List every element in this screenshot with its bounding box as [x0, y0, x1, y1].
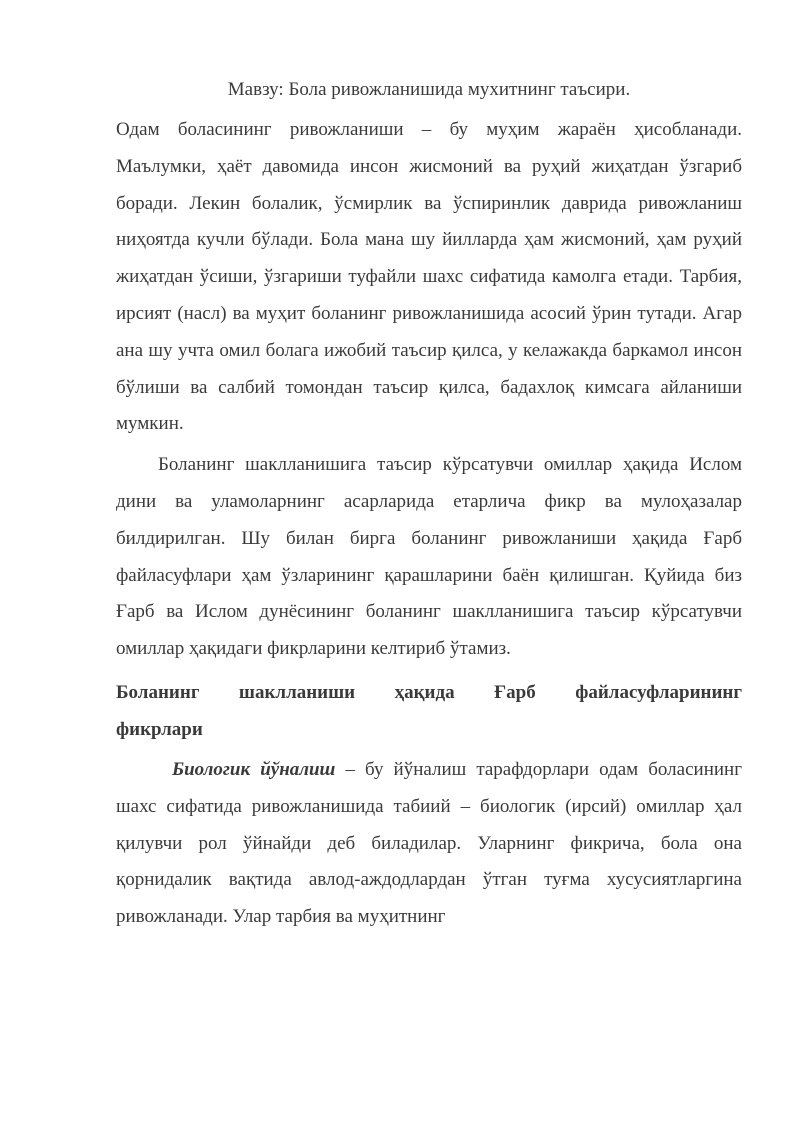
- biological-term: Биологик йўналиш: [172, 758, 336, 780]
- paragraph-biological: [116, 752, 742, 936]
- section-heading-line2: фикрлари: [116, 718, 203, 740]
- document-title: Мавзу: Бола ривожланишида мухитнинг таъсири.: [227, 79, 631, 100]
- paragraph-intro: Одам боласининг ривожланиши – бу муҳим жараён ҳисобланади. Маълумки, ҳаёт давомида инсон жисмоний ва руҳий жиҳатдан ўзгариб боради. Лекин болалик, ўсмирлик ва ўспиринлик даврида ривожланиш ниҳоятда кучли бўлади. Бола мана шу йилларда ҳам жисмоний, ҳам руҳий жиҳатдан ўсиши, ўзгариши туфайли шахс сифатида камолга етади. Тарбия, ирсият (насл) ва муҳит боланинг ривожланишида асосий ўрин тутади. Агар ана шу учта омил болага ижобий таъсир қилса, у келажакда баркамол инсон бўлиши ва салбий томондан таъсир қилса, бадахлоқ кимсага айланиши мумкин.: [116, 119, 742, 435]
- section-heading-line1: Боланинг шаклланиши ҳақида Ғарб файласуфларининг: [116, 681, 742, 703]
- section-heading: [116, 674, 742, 748]
- paragraph-factors: Боланинг шаклланишига таъсир кўрсатувчи омиллар ҳақида Ислом дини ва уламоларнинг асарларида етарлича фикр ва мулоҳазалар билдирилган. Шу билан бирга боланинг ривожланиши ҳақида Ғарб файласуфлари ҳам ўзларининг қарашларини баён қилишган. Қуйида биз Ғарб ва Ислом дунёсининг боланинг шаклланишига таъсир кўрсатувчи омиллар ҳақидаги фикрларини келтириб ўтамиз.: [116, 454, 742, 660]
- biological-description: – бу йўналиш тарафдорлари одам боласининг шахс сифатида ривожланишида табиий – биологик (ирсий) омиллар ҳал қилувчи рол ўйнайди деб биладилар. Уларнинг фикрича, бола она қорнидалик вақтида авлод-аждодлардан ўтган туғма хусусиятларгина ривожланади. Улар тарбия ва муҳитнинг: [116, 758, 742, 928]
- document-page: [116, 72, 742, 940]
